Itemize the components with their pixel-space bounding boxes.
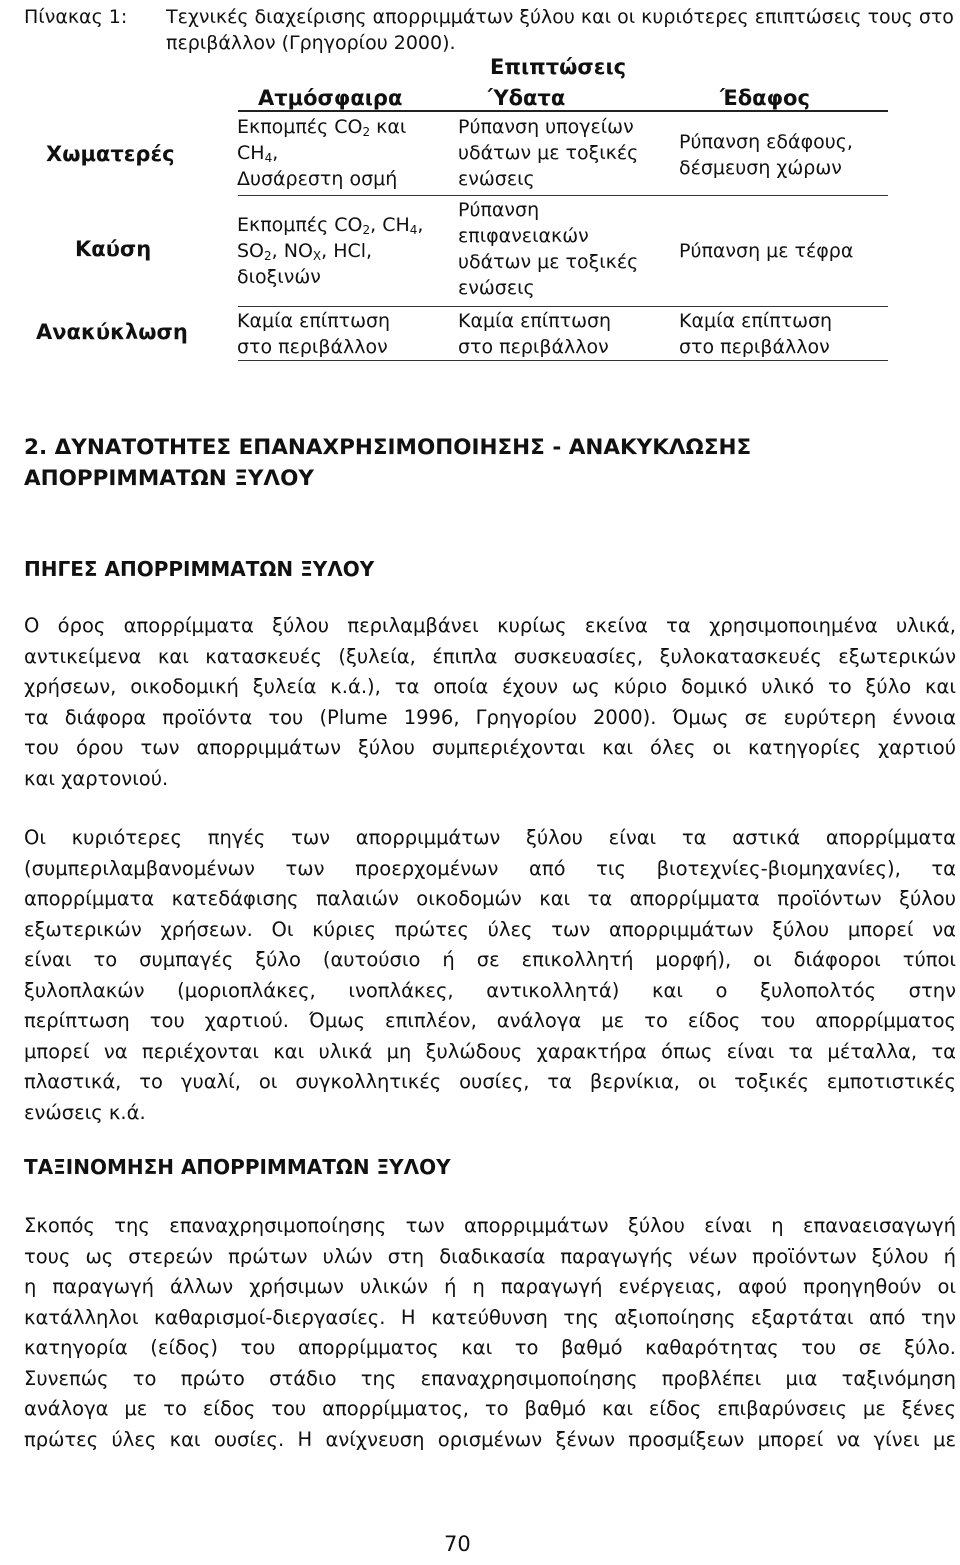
p1-line: χρήσεων, οικοδομική ξυλεία κ.ά.), τα οποία έχουν ως κύριο δομικό υλικό το ξύλο και	[24, 675, 956, 698]
row2-soil: Ρύπανση με τέφρα	[679, 240, 854, 262]
p2-line: (συμπεριλαμβανομένων των προερχομένων από τις βιοτεχνίες-βιομηχανίες), τα	[24, 856, 956, 880]
row2-rule	[238, 306, 888, 307]
p3-line: κατάλληλοι καθαρισμοί-διεργασίες. Η κατεύθυνση της αξιοποίησης εξαρτάται από την	[24, 1305, 956, 1329]
p2-line: εξωτερικών χρήσεων. Οι κύριες πρώτες ύλες των απορριμμάτων ξύλου μπορεί να	[24, 917, 956, 941]
row3-rule	[238, 360, 888, 361]
row-label-recycling: Ανακύκλωση	[36, 320, 188, 344]
p1-line: αντικείμενα και κατασκευές (ξυλεία, έπιπλα συσκευασίες, ξυλοκατασκευές εξωτερικών	[24, 644, 956, 668]
table-caption-label: Πίνακας 1:	[24, 6, 128, 28]
p2-line: απορρίμματα κατεδάφισης παλαιών οικοδομών και τα απορρίμματα προϊόντων ξύλου	[24, 887, 956, 910]
row3-atmosphere: Καμία επίπτωση στο περιβάλλον	[237, 310, 391, 358]
row3-soil: Καμία επίπτωση στο περιβάλλον	[679, 310, 833, 358]
row-label-incineration: Καύση	[75, 237, 152, 261]
section-heading-line2: ΑΠΟΡΡΙΜΜΑΤΩΝ ΞΥΛΟΥ	[24, 466, 314, 491]
table-caption-line2: περιβάλλον (Γρηγορίου 2000).	[166, 32, 456, 54]
row2-atmosphere: Εκπομπές $CO_2$, $CH_4$, $SO_2$, $NO_X$, HCl, διοξινών	[237, 214, 424, 288]
table-caption-line1: Τεχνικές διαχείρισης απορριμμάτων ξύλου και οι κυριότερες επιπτώσεις τους στο	[166, 6, 954, 28]
section-heading-line1: 2. ΔΥΝΑΤΟΤΗΤΕΣ ΕΠΑΝΑΧΡΗΣΙΜΟΠΟΙΗΣΗΣ - ΑΝΑΚΥΚΛΩΣΗΣ	[24, 435, 752, 460]
column-header-atmosphere: Ατμόσφαιρα	[258, 86, 403, 110]
subheading-sources: ΠΗΓΕΣ ΑΠΟΡΡΙΜΜΑΤΩΝ ΞΥΛΟΥ	[24, 557, 375, 581]
p1-line: Ο όρος απορρίμματα ξύλου περιλαμβάνει κυρίως εκείνα τα χρησιμοποιημένα υλικά,	[24, 614, 956, 637]
p2-line: Οι κυριότερες πηγές των απορριμμάτων ξύλου είναι τα αστικά απορρίμματα	[24, 826, 956, 849]
row1-soil: Ρύπανση εδάφους, δέσμευση χώρων	[679, 131, 853, 179]
p1-line: του όρου των απορριμμάτων ξύλου συμπεριέχονται και όλες οι κατηγορίες χαρτιού	[24, 736, 956, 759]
subheading-classification: ΤΑΞΙΝΟΜΗΣΗ ΑΠΟΡΡΙΜΜΑΤΩΝ ΞΥΛΟΥ	[24, 1155, 451, 1179]
row1-atmosphere: Εκπομπές $CO_2$ και $CH_4$, Δυσάρεστη οσμή	[237, 116, 407, 190]
page-number: 70	[444, 1532, 471, 1556]
row1-water: Ρύπανση υπογείων υδάτων με τοξικές ενώσεις	[458, 116, 639, 190]
p3-line: τους ως στερεών πρώτων υλών στη διαδικασία παραγωγής νέων προϊόντων ξύλου ή	[24, 1244, 956, 1268]
header-rule	[238, 110, 888, 112]
row3-water: Καμία επίπτωση στο περιβάλλον	[458, 310, 612, 358]
row2-water: Ρύπανση επιφανειακών υδάτων με τοξικές ενώσεις	[458, 199, 639, 299]
row-label-landfill: Χωματερές	[46, 142, 175, 166]
p3-line: κατηγορία (είδος) του απορρίμματος και το βαθμό καθαρότητας του σε ξύλο.	[24, 1336, 956, 1359]
p3-line: Σκοπός της επαναχρησιμοποίησης των απορριμμάτων ξύλου είναι η επαναεισαγωγή	[24, 1214, 956, 1237]
p3-line: πρώτες ύλες και ουσίες. Η ανίχνευση ορισμένων ξένων προσμίξεων μπορεί να γίνει με	[24, 1427, 956, 1451]
section-heading	[24, 432, 924, 494]
row1-rule	[238, 195, 888, 196]
p3-line: ανάλογα με το είδος του απορρίμματος, το βαθμό και είδος επιβαρύνσεις με ξένες	[24, 1397, 956, 1420]
paragraph-1	[24, 611, 956, 794]
paragraph-3	[24, 1211, 956, 1455]
p2-line: περίπτωση του χαρτιού. Όμως επιπλέον, ανάλογα με το είδος του απορρίμματος	[24, 1009, 956, 1032]
p2-line: είναι το συμπαγές ξύλο (αυτούσιο ή σε επικολλητή μορφή), οι διάφοροι τύποι	[24, 948, 956, 971]
table-group-header: Επιπτώσεις	[490, 55, 627, 79]
column-header-water: Ύδατα	[488, 86, 566, 110]
p2-line: ενώσεις κ.ά.	[24, 1100, 146, 1124]
p2-line: πλαστικά, το γυαλί, οι συγκολλητικές ουσίες, τα βερνίκια, οι τοξικές εμποτιστικές	[24, 1070, 956, 1093]
p2-line: μπορεί να περιέχονται και υλικά μη ξυλώδους χαρακτήρα όπως είναι τα μέταλλα, τα	[24, 1039, 956, 1063]
paragraph-2	[24, 823, 956, 1128]
p1-line: τα διάφορα προϊόντα του (Plume 1996, Γρηγορίου 2000). Όμως σε ευρύτερη έννοια	[24, 705, 956, 729]
p3-line: Συνεπώς το πρώτο στάδιο της επαναχρησιμοποίησης προβλέπει μια ταξινόμηση	[24, 1366, 956, 1390]
p1-line: και χαρτονιού.	[24, 766, 169, 790]
p3-line: η παραγωγή άλλων χρήσιμων υλικών ή η παραγωγή ενέργειας, αφού προηγηθούν οι	[24, 1275, 956, 1298]
column-header-soil: Έδαφος	[720, 86, 810, 110]
p2-line: ξυλοπλακών (μοριοπλάκες, ινοπλάκες, αντικολλητά) και ο ξυλοπολτός στην	[24, 978, 956, 1002]
